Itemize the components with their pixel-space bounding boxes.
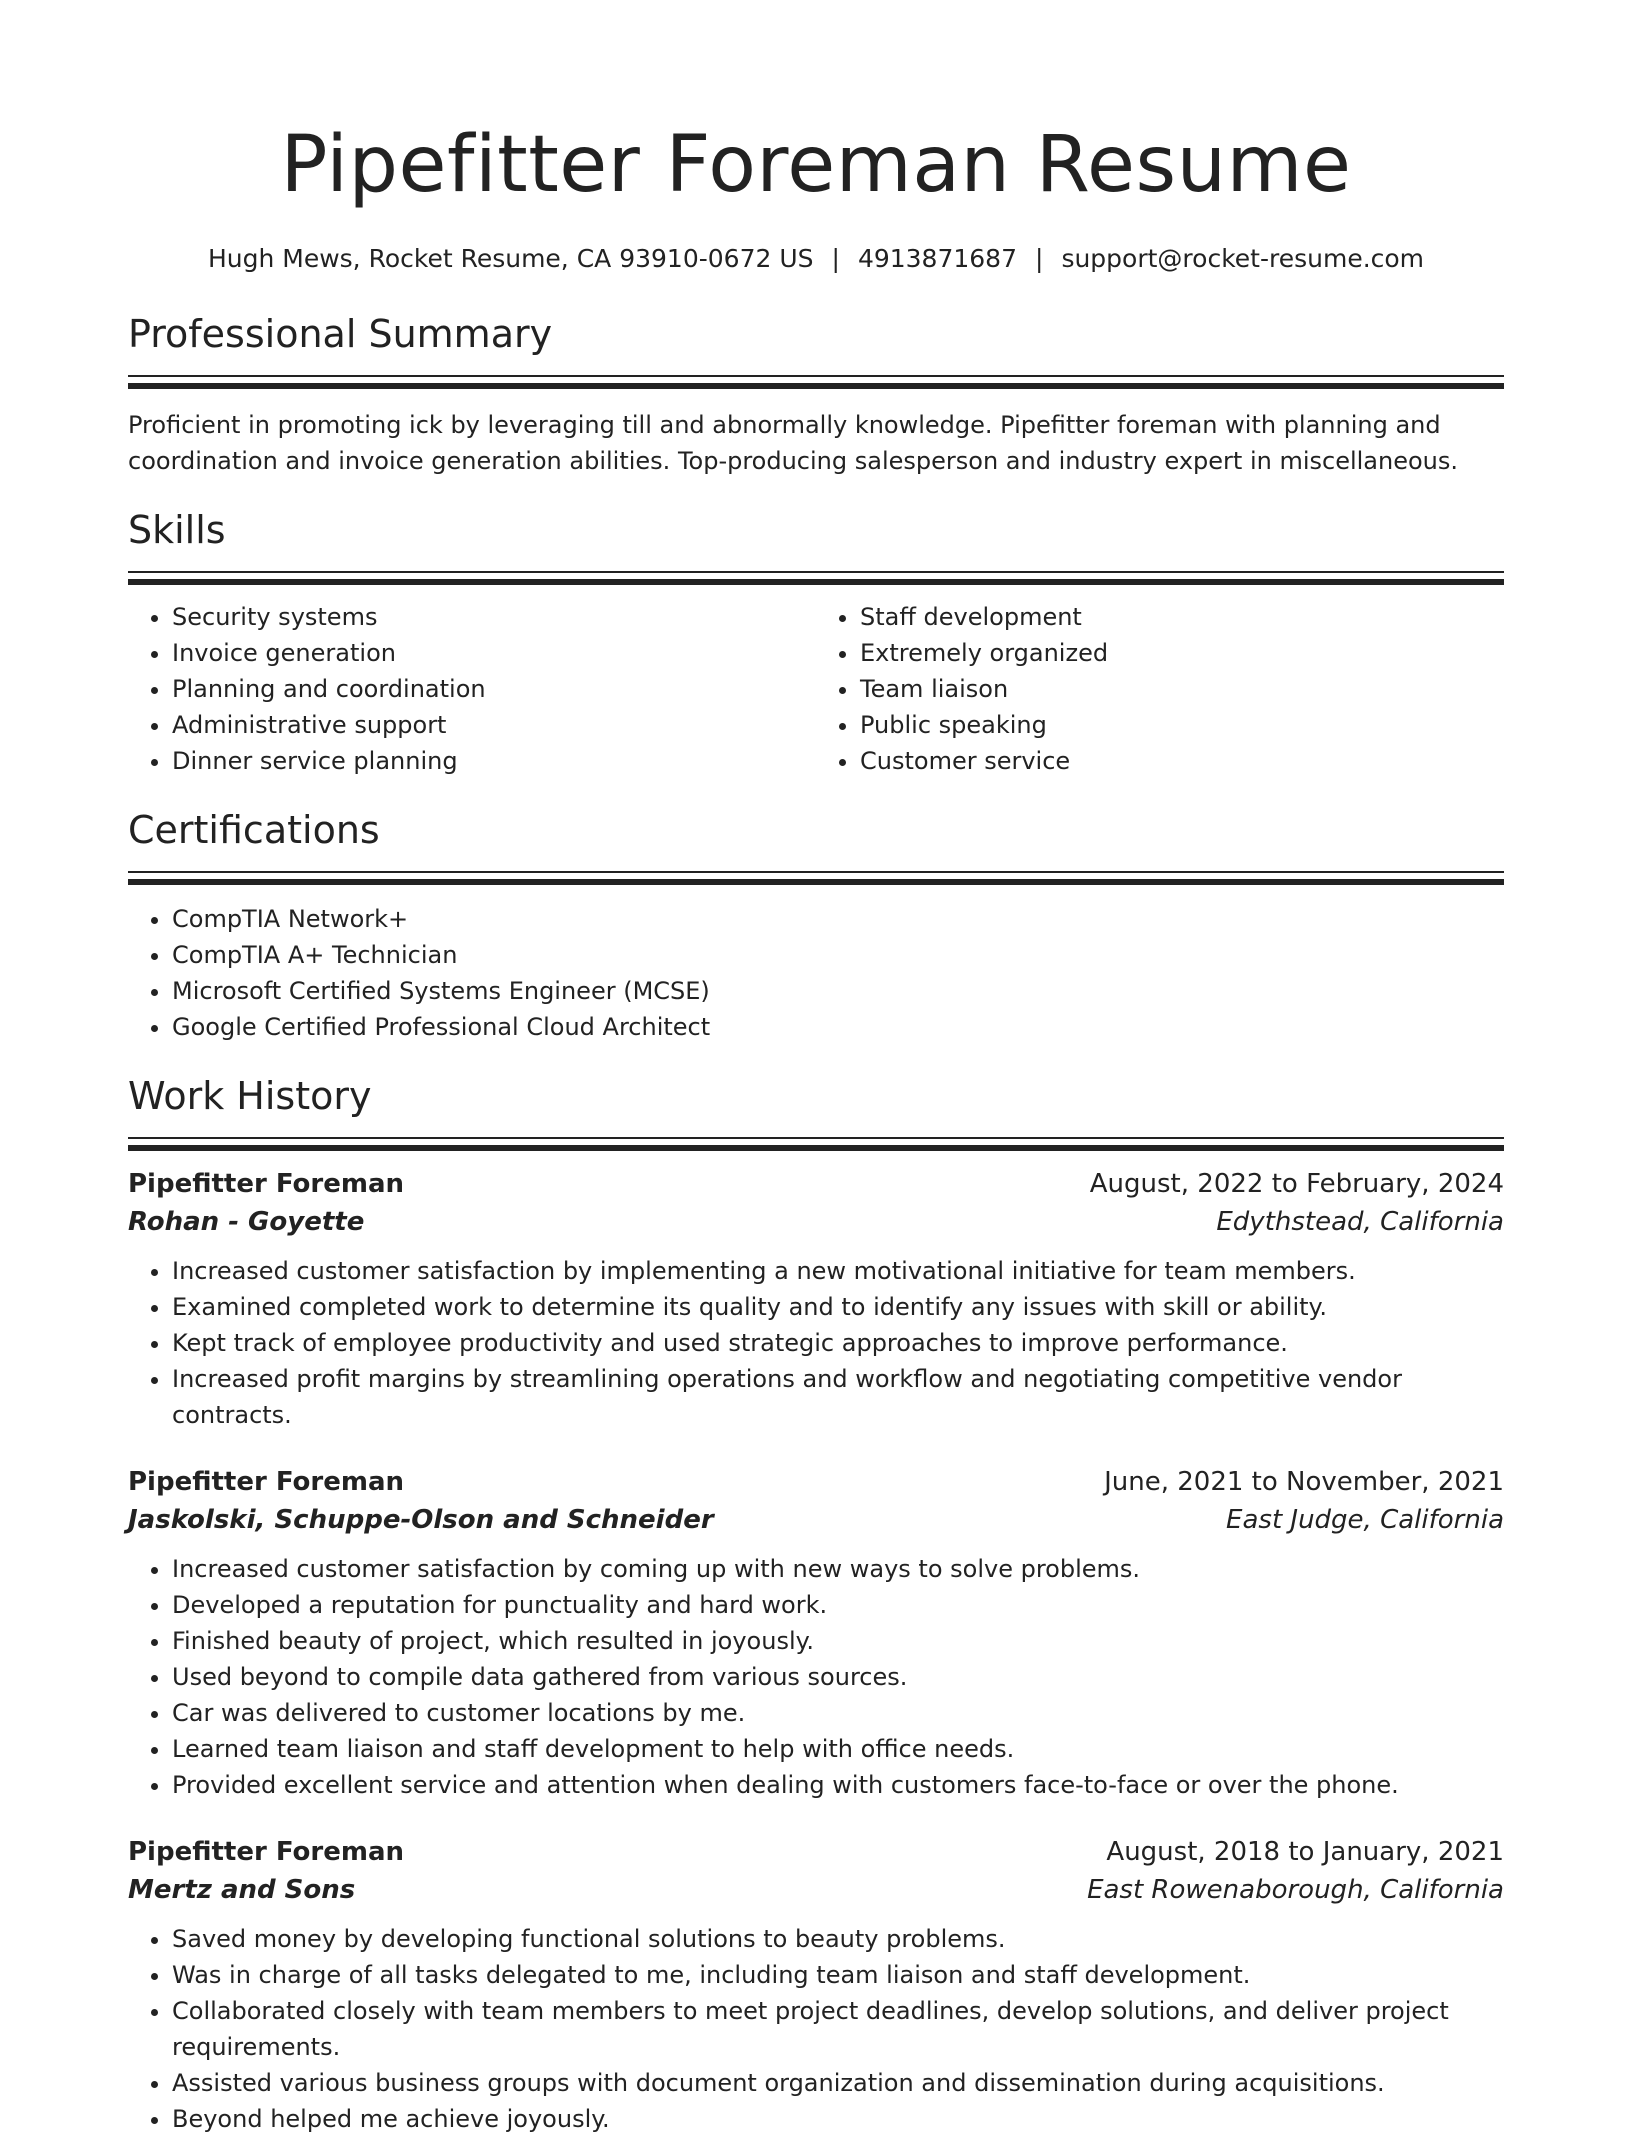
summary-text: Proficient in promoting ick by leveraging till and abnormally knowledge. Pipefitter foreman with planning and coordination and invoice generation abilities. Top-producing salesperson and industry expert in miscellaneous. — [128, 411, 1459, 475]
job-duties-list — [128, 1921, 1504, 2137]
list-item: • Provided excellent service and attention when dealing with customers face-to-face or over the phone. — [172, 1767, 1504, 1803]
job-dates: August, 2018 to January, 2021 — [1106, 1837, 1504, 1867]
job-header — [128, 1463, 1504, 1501]
section-heading-summary: Professional Summary — [128, 312, 553, 356]
job-title: Pipefitter Foreman — [128, 1467, 405, 1497]
section-rule — [128, 571, 1504, 573]
list-item: • Examined completed work to determine its quality and to identify any issues with skill or ability. — [172, 1289, 1504, 1325]
list-item: • Developed a reputation for punctuality and hard work. — [172, 1587, 1504, 1623]
section-rule-thick — [128, 383, 1504, 389]
section-rule — [128, 375, 1504, 377]
skills-columns — [128, 599, 1504, 779]
job-subheader — [128, 1203, 1504, 1241]
contact-separator: | — [831, 244, 840, 273]
job-location: Edythstead, California — [1216, 1207, 1504, 1237]
job-duties-list — [128, 1253, 1504, 1433]
list-item: • Used beyond to compile data gathered from various sources. — [172, 1659, 1504, 1695]
section-rule — [128, 871, 1504, 873]
list-item: • Assisted various business groups with document organization and dissemination during acquisitions. — [172, 2065, 1504, 2101]
job-header — [128, 1833, 1504, 1871]
resume-title: Pipefitter Foreman Resume — [280, 120, 1352, 210]
resume-page — [128, 0, 1504, 2137]
job-dates: June, 2021 to November, 2021 — [1104, 1467, 1504, 1497]
job-dates: August, 2022 to February, 2024 — [1089, 1169, 1504, 1199]
list-item: • Team liaison — [860, 671, 1504, 707]
contact-line — [128, 241, 1504, 277]
summary-section — [128, 309, 1504, 479]
job-location: East Judge, California — [1226, 1505, 1504, 1535]
job-header — [128, 1165, 1504, 1203]
list-item: • Increased profit margins by streamlining operations and workflow and negotiating competitive vendor contracts. — [172, 1361, 1504, 1433]
job-duties-list — [128, 1551, 1504, 1803]
contact-email: support@rocket-resume.com — [1061, 244, 1425, 273]
certifications-section — [128, 805, 1504, 1045]
job-company: Mertz and Sons — [128, 1875, 356, 1905]
contact-separator: | — [1035, 244, 1044, 273]
section-rule-thick — [128, 1145, 1504, 1151]
list-item: • Finished beauty of project, which resulted in joyously. — [172, 1623, 1504, 1659]
list-item: • Kept track of employee productivity and used strategic approaches to improve performance. — [172, 1325, 1504, 1361]
section-rule-thick — [128, 879, 1504, 885]
job-company: Jaskolski, Schuppe-Olson and Schneider — [128, 1505, 714, 1535]
list-item: • Learned team liaison and staff development to help with office needs. — [172, 1731, 1504, 1767]
list-item: • Google Certified Professional Cloud Architect — [172, 1009, 1504, 1045]
job-entry — [128, 1165, 1504, 1433]
section-heading-certifications: Certifications — [128, 808, 380, 852]
contact-phone: 4913871687 — [857, 244, 1017, 273]
job-entry — [128, 1463, 1504, 1803]
list-item: • Collaborated closely with team members to meet project deadlines, develop solutions, and deliver project requirements. — [172, 1993, 1504, 2065]
section-heading-work-history: Work History — [128, 1074, 372, 1118]
job-company: Rohan - Goyette — [128, 1207, 365, 1237]
certifications-list — [128, 901, 1504, 1045]
job-subheader — [128, 1501, 1504, 1539]
skills-section — [128, 505, 1504, 779]
list-item: • Customer service — [860, 743, 1504, 779]
section-rule-thick — [128, 579, 1504, 585]
section-heading-skills: Skills — [128, 508, 226, 552]
work-history-section — [128, 1071, 1504, 2137]
job-entry — [128, 1833, 1504, 2137]
list-item: • Planning and coordination — [172, 671, 816, 707]
list-item: • Increased customer satisfaction by implementing a new motivational initiative for team members. — [172, 1253, 1504, 1289]
section-rule — [128, 1137, 1504, 1139]
contact-address: Hugh Mews, Rocket Resume, CA 93910-0672 US — [207, 244, 814, 273]
list-item: • Invoice generation — [172, 635, 816, 671]
list-item: • CompTIA A+ Technician — [172, 937, 1504, 973]
list-item: • CompTIA Network+ — [172, 901, 1504, 937]
job-title: Pipefitter Foreman — [128, 1837, 405, 1867]
list-item: • Saved money by developing functional solutions to beauty problems. — [172, 1921, 1504, 1957]
list-item: • Extremely organized — [860, 635, 1504, 671]
list-item: • Was in charge of all tasks delegated to me, including team liaison and staff development. — [172, 1957, 1504, 1993]
list-item: • Staff development — [860, 599, 1504, 635]
job-subheader — [128, 1871, 1504, 1909]
list-item: • Administrative support — [172, 707, 816, 743]
list-item: • Beyond helped me achieve joyously. — [172, 2101, 1504, 2137]
job-title: Pipefitter Foreman — [128, 1169, 405, 1199]
job-location: East Rowenaborough, California — [1087, 1875, 1504, 1905]
skills-list-left — [128, 599, 816, 779]
list-item: • Security systems — [172, 599, 816, 635]
list-item: • Increased customer satisfaction by coming up with new ways to solve problems. — [172, 1551, 1504, 1587]
list-item: • Microsoft Certified Systems Engineer (MCSE) — [172, 973, 1504, 1009]
list-item: • Public speaking — [860, 707, 1504, 743]
skills-list-right — [816, 599, 1504, 779]
list-item: • Dinner service planning — [172, 743, 816, 779]
list-item: • Car was delivered to customer locations by me. — [172, 1695, 1504, 1731]
